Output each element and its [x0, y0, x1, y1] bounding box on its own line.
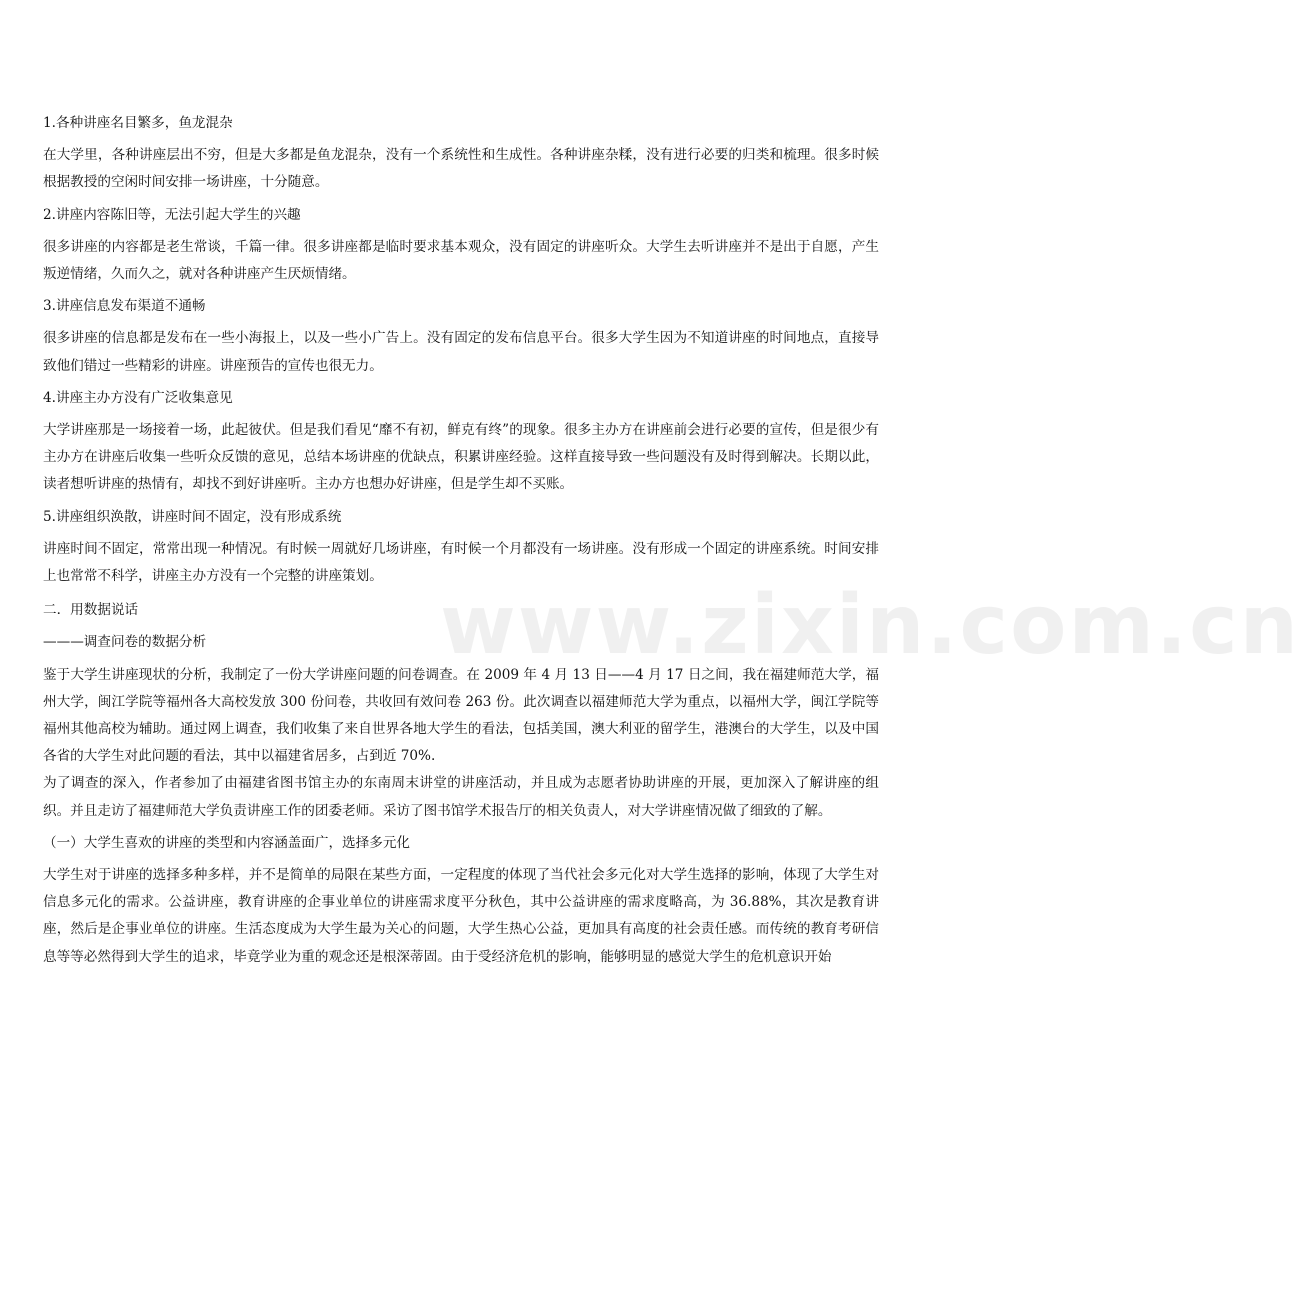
part-subtitle: ———调查问卷的数据分析: [43, 634, 207, 651]
section-heading-2: 2.讲座内容陈旧等，无法引起大学生的兴趣: [43, 206, 301, 223]
section-body-5: 讲座时间不固定，常常出现一种情况。有时候一周就好几场讲座，有时候一个月都没有一场讲座。没有形成一个固定的讲座系统。时间安排上也常常不科学，讲座主办方没有一个完整的讲座策划。: [43, 540, 879, 585]
section-body-4: 大学讲座那是一场接着一场，此起彼伏。但是我们看见“靡不有初，鲜克有终”的现象。很多主办方在讲座前会进行必要的宣传，但是很少有主办方在讲座后收集一些听众反馈的意见，总结本场讲座的优缺点，积累讲座经验。这样直接导致一些问题没有及时得到解决。长期以此，读者想听讲座的热情有，却找不到好讲座听。主办方也想办好讲座，但是学生却不买账。: [43, 422, 879, 493]
section-heading-3: 3.讲座信息发布渠道不通畅: [43, 298, 206, 315]
part-title: 二．用数据说话: [43, 602, 139, 619]
document-page: [43, 110, 879, 971]
section-body-1: 在大学里，各种讲座层出不穷，但是大多都是鱼龙混杂，没有一个系统性和生成性。各种讲座杂糅，没有进行必要的归类和梳理。很多时候根据教授的空闲时间安排一场讲座，十分随意。: [43, 147, 879, 191]
survey-paragraph-2: 为了调查的深入，作者参加了由福建省图书馆主办的东南周末讲堂的讲座活动，并且成为志愿者协助讲座的开展，更加深入了解讲座的组织。并且走访了福建师范大学负责讲座工作的团委老师。采访了图书馆学术报告厅的相关负责人，对大学讲座情况做了细致的了解。: [43, 775, 879, 819]
section-heading-4: 4.讲座主办方没有广泛收集意见: [43, 389, 233, 406]
section-heading-1: 1.各种讲座名目繁多，鱼龙混杂: [43, 115, 233, 131]
preference-paragraph: 大学生对于讲座的选择多种多样，并不是简单的局限在某些方面，一定程度的体现了当代社会多元化对大学生选择的影响，体现了大学生对信息多元化的需求。公益讲座，教育讲座的企事业单位的讲座需求度平分秋色，其中公益讲座的需求度略高，为 36.88%，其次是教育讲座，然后是企事业单位的讲座。生活态度成为大学生最为关心的问题，大学生热心公益，更加具有高度的社会责任感。而传统的教育考研信息等等必然得到大学生的追求，毕竟学业为重的观念还是根深蒂固。由于受经济危机的影响，能够明显的感觉大学生的危机意识开始: [43, 867, 879, 965]
survey-paragraph-1: 鉴于大学生讲座现状的分析，我制定了一份大学讲座问题的问卷调查。在 2009 年 4 月 13 日——4 月 17 日之间，我在福建师范大学，福州大学，闽江学院等福州各大高校发放 300 份问卷，共收回有效问卷 263 份。此次调查以福建师范大学为重点，以福州大学，闽江学院等福州其他高校为辅助。通过网上调查，我们收集了来自世界各地大学生的看法，包括美国，澳大利亚的留学生，港澳台的大学生，以及中国各省的大学生对此问题的看法，其中以福建省居多，占到近 70%.: [43, 666, 879, 765]
section-body-2: 很多讲座的内容都是老生常谈，千篇一律。很多讲座都是临时要求基本观众，没有固定的讲座听众。大学生去听讲座并不是出于自愿，产生叛逆情绪，久而久之，就对各种讲座产生厌烦情绪。: [43, 238, 879, 283]
watermark: www.zixin.com.cn: [440, 578, 1300, 673]
section-body-3: 很多讲座的信息都是发布在一些小海报上，以及一些小广告上。没有固定的发布信息平台。很多大学生因为不知道讲座的时间地点，直接导致他们错过一些精彩的讲座。讲座预告的宣传也很无力。: [43, 330, 879, 374]
subsection-heading: （一）大学生喜欢的讲座的类型和内容涵盖面广，选择多元化: [43, 834, 411, 851]
section-heading-5: 5.讲座组织涣散，讲座时间不固定，没有形成系统: [43, 508, 342, 525]
